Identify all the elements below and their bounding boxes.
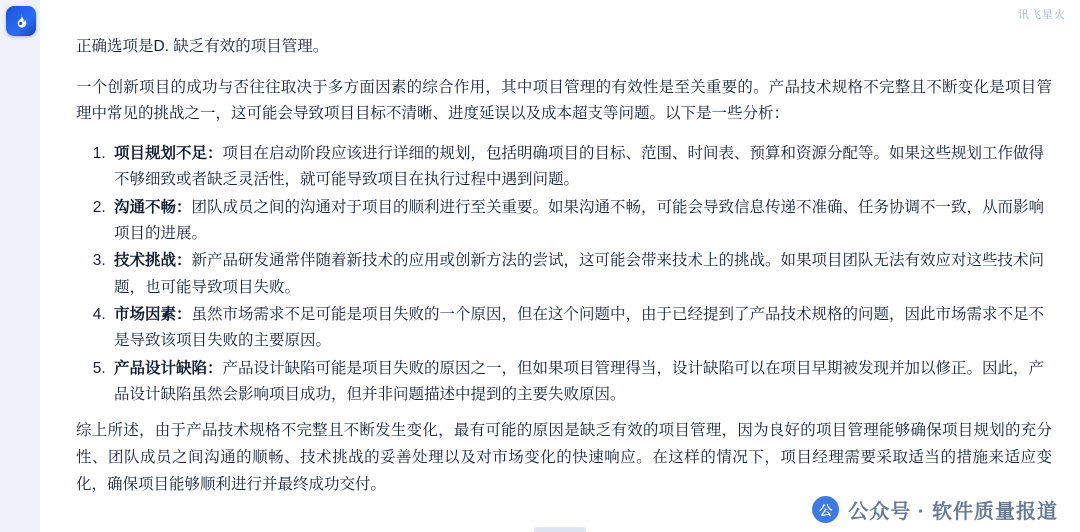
list-item-body: 项目在启动阶段应该进行详细的规划，包括明确项目的目标、范围、时间表、预算和资源分配等。如果这些规划工作做得不够细致或者缺乏灵活性，就可能导致项目在执行过程中遇到问题。 [114,144,1045,189]
conclusion-paragraph: 综上所述，由于产品技术规格不完整且不断发生变化，最有可能的原因是缺乏有效的项目管理，因为良好的项目管理能够确保项目规划的充分性、团队成员之间沟通的顺畅、技术挑战的妥善处理以及对市场变化的快速响应。在这样的情况下，项目经理需要采取适当的措施来适应变化，确保项目能够顺利进行并最终成功交付。 [76,422,1052,493]
list-item-title: 技术挑战： [114,252,192,270]
list-item-title: 产品设计缺陷： [114,359,223,377]
list-item [110,248,1052,301]
left-rail [0,0,41,532]
brand-label: 讯飞星火 [1018,9,1066,21]
flame-logo-icon[interactable] [6,6,36,36]
list-item-title: 市场因素： [114,306,192,324]
intro-paragraph: 一个创新项目的成功与否往往取决于多方面因素的综合作用，其中项目管理的有效性是至关重要的。产品技术规格不完整且不断变化是项目管理中常见的挑战之一，这可能会导致项目目标不清晰、进度延误以及成本超支等问题。以下是一些分析： [76,78,1052,123]
list-item [110,356,1052,409]
list-item [110,302,1052,355]
list-item [110,195,1052,248]
list-item [110,141,1052,194]
answer-document [76,34,1052,511]
list-item-body: 产品设计缺陷可能是项目失败的原因之一，但如果项目管理得当，设计缺陷可以在项目早期被发现并加以修正。因此，产品设计缺陷虽然会影响项目成功，但并非问题描述中提到的主要失败原因。 [114,359,1045,404]
list-item-body: 虽然市场需求不足可能是项目失败的一个原因，但在这个问题中，由于已经提到了产品技术规格的问题，因此市场需求不足不是导致该项目失败的主要原因。 [114,306,1045,350]
watermark-avatar: 公 [812,496,839,523]
bottom-handle[interactable] [534,527,586,532]
list-item-title: 沟通不畅： [114,198,192,216]
list-item-body: 新产品研发通常伴随着新技术的应用或创新方法的尝试，这可能会带来技术上的挑战。如果项目团队无法有效应对这些技术问题，也可能导致项目失败。 [114,252,1045,296]
answer-line: 正确选项是D. 缺乏有效的项目管理。 [76,38,329,55]
watermark [812,495,1058,524]
list-item-title: 项目规划不足： [114,144,223,162]
list-item-body: 团队成员之间的沟通对于项目的顺利进行至关重要。如果沟通不畅，可能会导致信息传递不准确、任务协调不一致，从而影响项目的进展。 [114,198,1045,242]
analysis-list [76,141,1052,408]
watermark-text: 公众号 · 软件质量报道 [848,501,1058,523]
content-panel [40,0,1080,532]
